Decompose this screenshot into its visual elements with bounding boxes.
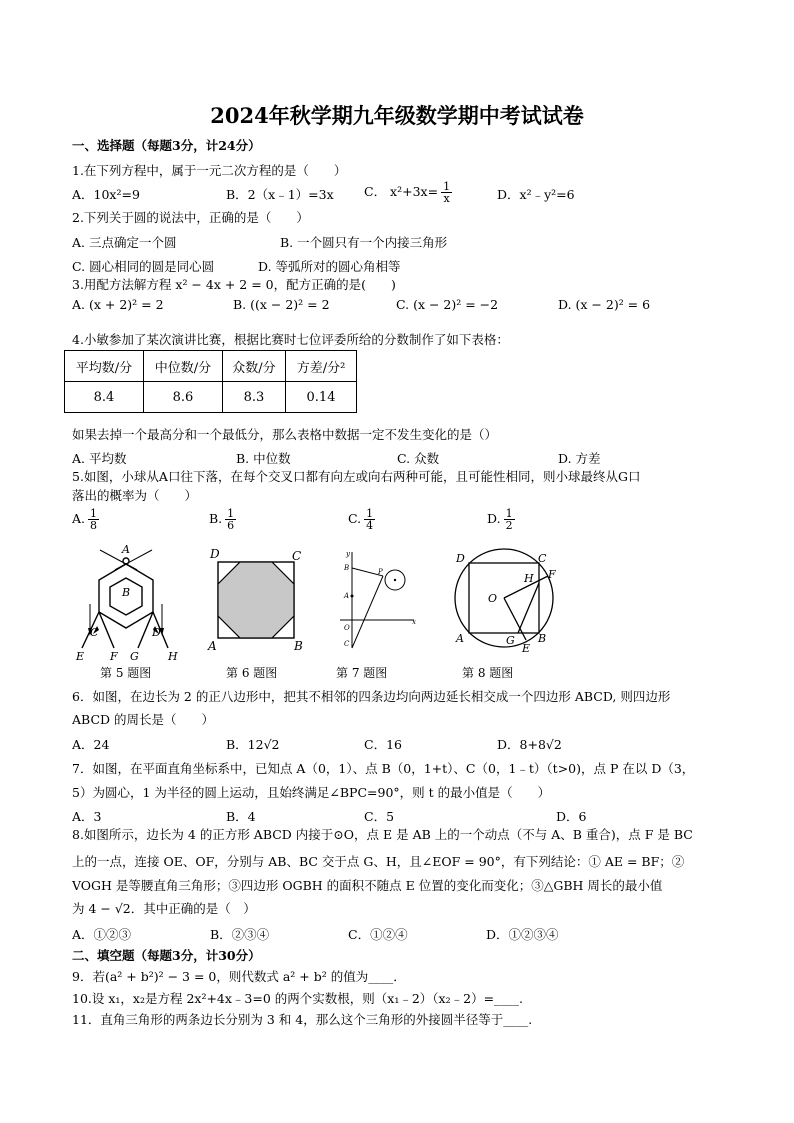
q6-stem-line1: 6．如图，在边长为 2 的正八边形中，把其不相邻的四条边均向两边延长相交成一个四边形 ABCD, 则四边形 (72, 689, 671, 704)
fig8-label-O: O (488, 592, 498, 605)
q1-c-denominator: x (443, 192, 450, 205)
fig8-label-D: D (456, 552, 465, 565)
figure-7 (334, 548, 420, 652)
q4-stats-table (64, 350, 357, 413)
q5-option-d (487, 508, 515, 531)
figure-6-caption: 第 6 题图 (226, 666, 278, 680)
q5-d-fraction (504, 508, 515, 531)
q5-stem-line2: 落出的概率为（ ） (72, 488, 198, 503)
q5-c-fraction (364, 508, 375, 531)
section1-label: 一、选择题 (72, 138, 135, 153)
q5-d-den: 2 (505, 519, 513, 532)
section2-heading (72, 947, 261, 965)
q8-stem-line4: 为 4 − √2．其中正确的是（ ） (72, 901, 256, 916)
q5-d-label: D. (487, 511, 501, 526)
q10-text: 10.设 x₁，x₂是方程 2x²+4x﹣3=0 的两个实数根，则（x₁﹣2）（x₂﹣2）=____. (72, 991, 524, 1006)
q6-option-d: D．8+8√2 (497, 737, 562, 752)
fig8-label-E: E (522, 642, 531, 652)
q7-option-d: D．6 (556, 809, 587, 824)
q4-table-header-row (65, 351, 357, 382)
q5-b-num: 1 (227, 507, 235, 520)
q4-value-variance: 0.14 (286, 382, 357, 413)
q6-option-a: A．24 (72, 737, 110, 752)
fig8-label-H: H (524, 572, 534, 585)
figure-5 (70, 544, 190, 662)
q5-a-fraction (88, 508, 99, 531)
q4-header-median: 中位数/分 (144, 351, 223, 382)
q4-option-c: C. 众数 (397, 451, 440, 466)
q2-option-d: D. 等弧所对的圆心角相等 (258, 259, 401, 274)
q7-stem-line2: 5）为圆心，1 为半径的圆上运动，且始终满足∠BPC=90°，则 t 的最小值是（ ） (72, 785, 551, 800)
fig7-label-x: x (412, 618, 416, 626)
fig5-label-C: C (90, 626, 99, 639)
fig7-label-B: B (344, 564, 350, 572)
q5-stem-line1: 5.如图，小球从A口往下落，在每个交叉口都有向左或向右两种可能，且可能性相同，则小球最终从G口 (72, 469, 641, 484)
figure-8-caption: 第 8 题图 (462, 666, 514, 680)
q9-text: 9．若(a² + b²)² − 3 = 0，则代数式 a² + b² 的值为____． (72, 969, 406, 984)
q8-stem-line1: 8.如图所示，边长为 4 的正方形 ABCD 内接于⊙O，点 E 是 AB 上的一个动点（不与 A、B 重合)，点 F 是 BC (72, 827, 693, 842)
fig6-label-C: C (292, 549, 302, 563)
figure-7-caption: 第 7 题图 (336, 666, 388, 680)
q1-option-a: A．10x²=9 (72, 187, 140, 202)
q4-option-a: A. 平均数 (72, 451, 127, 466)
q2-stem: 2.下列关于圆的说法中，正确的是（ ） (72, 210, 309, 225)
q7-stem-line1: 7．如图，在平面直角坐标系中，已知点 A（0，1）、点 B（0，1+t）、C（0，1﹣t）（t>0)，点 P 在以 D（3， (72, 761, 695, 776)
q4-header-mode: 众数/分 (223, 351, 286, 382)
q6-stem-line2: ABCD 的周长是（ ） (72, 712, 215, 727)
fig6-label-B: B (294, 639, 303, 652)
q5-a-label: A. (72, 511, 86, 526)
q5-b-den: 6 (227, 519, 235, 532)
q3-stem: 3.用配方法解方程 x² − 4x + 2 = 0，配方正确的是( ) (72, 277, 396, 292)
q4-question: 如果去掉一个最高分和一个最低分，那么表格中数据一定不发生变化的是（） (72, 427, 498, 442)
q4-value-mean: 8.4 (65, 382, 144, 413)
q5-d-num: 1 (505, 507, 513, 520)
q5-a-num: 1 (90, 507, 98, 520)
q4-header-mean: 平均数/分 (65, 351, 144, 382)
q6-option-b: B．12√2 (226, 737, 280, 752)
fig7-label-P: P (378, 568, 383, 576)
fig5-label-G: G (130, 650, 139, 662)
q5-option-b (209, 508, 236, 531)
q1-option-c (364, 181, 452, 204)
q1-option-c-fraction (441, 181, 452, 204)
fig5-label-A: A (122, 544, 130, 556)
q7-option-a: A．3 (72, 809, 102, 824)
q4-stem: 4.小敏参加了某次演讲比赛，根据比赛时七位评委所给的分数制作了如下表格： (72, 332, 509, 347)
q5-a-den: 8 (90, 519, 98, 532)
q5-option-c (348, 508, 375, 531)
q4-option-d: D. 方差 (558, 451, 601, 466)
q4-value-mode: 8.3 (223, 382, 286, 413)
q8-option-b: B．②③④ (210, 927, 270, 942)
q11-text: 11．直角三角形的两条边长分别为 3 和 4，那么这个三角形的外接圆半径等于____. (72, 1012, 533, 1027)
fig6-label-D: D (210, 547, 220, 561)
q3-option-b: B. ((x − 2)² = 2 (233, 297, 330, 312)
fig8-label-B: B (538, 632, 547, 645)
q4-option-b: B. 中位数 (236, 451, 291, 466)
fig7-label-C: C (344, 640, 350, 648)
fig7-label-A: A (344, 592, 350, 600)
fig5-label-H: H (168, 650, 178, 662)
fig5-label-B: B (122, 586, 131, 599)
q3-option-a: A. (x + 2)² = 2 (72, 297, 164, 312)
fig7-label-O: O (344, 624, 350, 632)
q8-stem-line2: 上的一点，连接 OE、OF，分别与 AB、BC 交于点 G、H，且∠EOF = 90°，有下列结论：① AE = BF；② (72, 854, 685, 869)
q1-c-numerator: 1 (443, 180, 451, 193)
q4-header-variance: 方差/分² (286, 351, 357, 382)
q1-option-b: B．2（x﹣1）=3x (226, 187, 334, 202)
section2-note: （每题3分，计30分） (134, 948, 261, 963)
fig8-label-C: C (538, 552, 547, 565)
page-title: 2024年秋学期九年级数学期中考试试卷 (210, 103, 584, 128)
q6-option-c: C．16 (364, 737, 402, 752)
q2-option-a: A. 三点确定一个圆 (72, 235, 177, 250)
figure-8 (448, 546, 560, 652)
section1-heading (72, 137, 261, 155)
q5-b-fraction (225, 508, 236, 531)
q5-option-a (72, 508, 99, 531)
section2-label: 二、填空题 (72, 948, 135, 963)
q8-option-a: A．①②③ (72, 927, 132, 942)
figure-5-caption: 第 5 题图 (100, 666, 152, 680)
fig5-label-F: F (110, 650, 118, 662)
q8-option-d: D．①②③④ (486, 927, 559, 942)
q1-option-c-text: C． x²+3x= (364, 184, 439, 199)
q2-option-b: B. 一个圆只有一个内接三角形 (280, 235, 448, 250)
q4-value-median: 8.6 (144, 382, 223, 413)
fig8-label-F: F (548, 568, 556, 581)
fig5-label-E: E (76, 650, 85, 662)
q5-c-den: 4 (366, 519, 374, 532)
fig8-label-G: G (506, 634, 515, 647)
q1-option-d: D．x²﹣y²=6 (497, 187, 575, 202)
q7-option-c: C．5 (364, 809, 395, 824)
q8-stem-line3: VOGH 是等腰直角三角形；③四边形 OGBH 的面积不随点 E 位置的变化而变化；③△GBH 周长的最小值 (72, 878, 663, 893)
q7-option-b: B．4 (226, 809, 256, 824)
section1-note: （每题3分，计24分） (134, 138, 261, 153)
fig6-label-A: A (208, 639, 217, 652)
q5-c-num: 1 (366, 507, 374, 520)
q3-option-d: D. (x − 2)² = 6 (558, 297, 651, 312)
figure-6 (206, 546, 306, 652)
q5-c-label: C. (348, 511, 362, 526)
fig7-label-y: y (346, 550, 350, 558)
q5-b-label: B. (209, 511, 223, 526)
q3-option-c: C. (x − 2)² = −2 (396, 297, 499, 312)
q2-option-c: C. 圆心相同的圆是同心圆 (72, 259, 215, 274)
q4-table-value-row (65, 382, 357, 413)
fig5-label-D: D (152, 626, 161, 639)
q1-stem: 1.在下列方程中，属于一元二次方程的是（ ） (72, 163, 347, 178)
fig8-label-A: A (456, 632, 464, 645)
q8-option-c: C．①②④ (348, 927, 408, 942)
